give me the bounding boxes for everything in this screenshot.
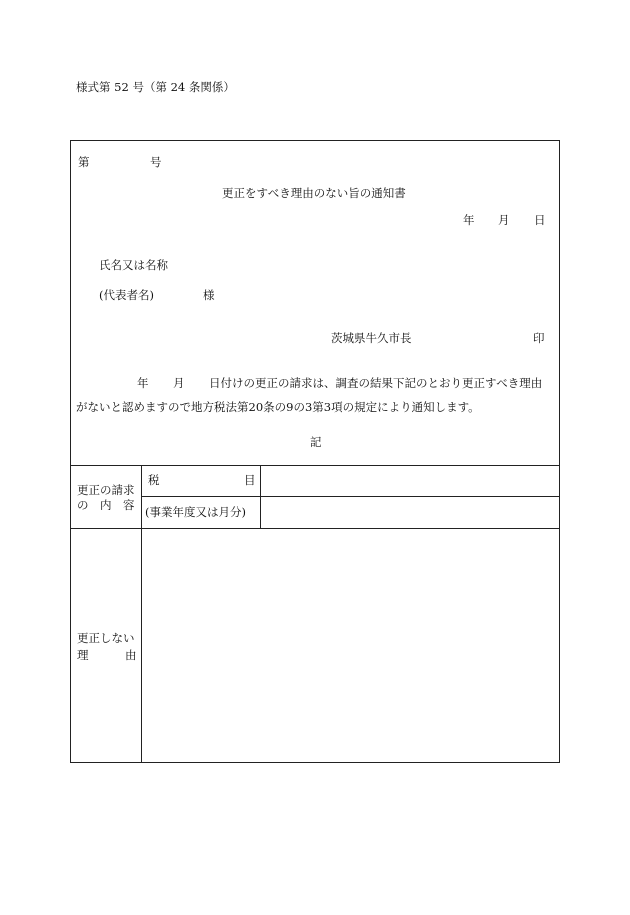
request-label-line1: 更正の請求 bbox=[77, 483, 135, 497]
notice-number-prefix: 第 bbox=[78, 155, 90, 169]
tax-item-label-right: 目 bbox=[244, 473, 256, 487]
date-month: 月 bbox=[498, 213, 510, 227]
reason-label-line2-right: 由 bbox=[125, 648, 137, 662]
addressee-honorific: 様 bbox=[203, 288, 215, 302]
notice-title: 更正をすべき理由のない旨の通知書 bbox=[222, 186, 406, 200]
request-label-line2: の 内 容 bbox=[77, 498, 135, 512]
addressee-name-label: 氏名又は名称 bbox=[99, 258, 168, 272]
addressee-rep-label: (代表者名) bbox=[99, 288, 154, 302]
reason-label-line2-left: 理 bbox=[77, 648, 89, 662]
reason-row-rule bbox=[71, 528, 559, 529]
body-year: 年 bbox=[137, 376, 149, 390]
notice-frame bbox=[70, 140, 560, 763]
sub-label-column-rule bbox=[260, 465, 261, 528]
reason-label-line1: 更正しない bbox=[77, 631, 135, 645]
ki-marker: 記 bbox=[310, 435, 322, 449]
body-line2: がないと認めますので地方税法第20条の9の3第3項の規定により通知します。 bbox=[76, 400, 480, 414]
label-column-rule bbox=[141, 465, 142, 762]
body-month: 月 bbox=[173, 376, 185, 390]
tax-item-row-rule bbox=[141, 496, 559, 497]
table-top-rule bbox=[71, 465, 559, 466]
form-number: 様式第 52 号（第 24 条関係） bbox=[76, 80, 235, 94]
seal-mark: 印 bbox=[533, 331, 545, 345]
date-year: 年 bbox=[463, 213, 475, 227]
date-day: 日 bbox=[534, 213, 546, 227]
notice-number-suffix: 号 bbox=[150, 155, 162, 169]
body-line1-rest: 日付けの更正の請求は、調査の結果下記のとおり更正すべき理由 bbox=[209, 376, 543, 390]
tax-item-label-left: 税 bbox=[148, 473, 160, 487]
issuer-name: 茨城県牛久市長 bbox=[331, 331, 412, 345]
period-label: (事業年度又は月分) bbox=[145, 505, 246, 519]
